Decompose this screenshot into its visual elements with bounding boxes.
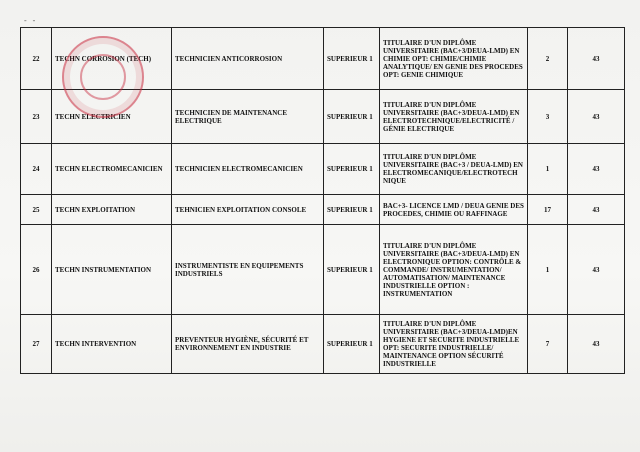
table-row [21, 315, 625, 374]
job-category: SUPERIEUR 1 [324, 144, 380, 195]
row-number: 22 [21, 28, 52, 90]
grade-index: 43 [568, 225, 625, 315]
job-code: TECHN INSTRUMENTATION [52, 225, 172, 315]
job-title: TECHNICIEN DE MAINTENANCE ELECTRIQUE [172, 90, 324, 144]
positions-count: 1 [528, 225, 568, 315]
positions-count: 7 [528, 315, 568, 374]
positions-count: 2 [528, 28, 568, 90]
table-row [21, 90, 625, 144]
diploma-requirement: TITULAIRE D'UN DIPLÔME UNIVERSITAIRE (BAC+3 / DEUA-LMD) EN ELECTROMECANIQUE/ELECTROTECH NIQUE [380, 144, 528, 195]
job-title: TECHNICIEN ELECTROMECANICIEN [172, 144, 324, 195]
positions-count: 1 [528, 144, 568, 195]
grade-index: 43 [568, 315, 625, 374]
row-number: 23 [21, 90, 52, 144]
grade-index: 43 [568, 90, 625, 144]
grade-index: 43 [568, 195, 625, 225]
table-row [21, 225, 625, 315]
table-row [21, 144, 625, 195]
job-code: TECHN EXPLOITATION [52, 195, 172, 225]
job-code: TECHN ELECTRICIEN [52, 90, 172, 144]
diploma-requirement: BAC+3- LICENCE LMD / DEUA GENIE DES PROCEDES, CHIMIE OU RAFFINAGE [380, 195, 528, 225]
row-number: 27 [21, 315, 52, 374]
grade-index: 43 [568, 144, 625, 195]
table-row [21, 195, 625, 225]
job-title: INSTRUMENTISTE EN EQUIPEMENTS INDUSTRIELS [172, 225, 324, 315]
header-mark: - - [24, 16, 38, 25]
grade-index: 43 [568, 28, 625, 90]
job-title: TECHNICIEN ANTICORROSION [172, 28, 324, 90]
table-row [21, 28, 625, 90]
row-number: 26 [21, 225, 52, 315]
positions-count: 3 [528, 90, 568, 144]
job-title: PREVENTEUR HYGIÈNE, SÉCURITÉ ET ENVIRONNEMENT EN INDUSTRIE [172, 315, 324, 374]
diploma-requirement: TITULAIRE D'UN DIPLÔME UNIVERSITAIRE (BAC+3/DEUA-LMD) EN ELECTRONIQUE OPTION: CONTRÔLE & COMMANDE/ INSTRUMENTATION/ AUTOMATISATION/ MAINTENANCE INDUSTRIELLE OPTION : INSTRUMENTATION [380, 225, 528, 315]
diploma-requirement: TITULAIRE D'UN DIPLÔME UNIVERSITAIRE (BAC+3/DEUA-LMD) EN ELECTROTECHNIQUE/ELECTRICITÉ / GÉNIE ELECTRIQUE [380, 90, 528, 144]
job-title: TEHNICIEN EXPLOITATION CONSOLE [172, 195, 324, 225]
job-category: SUPERIEUR 1 [324, 315, 380, 374]
diploma-requirement: TITULAIRE D'UN DIPLÔME UNIVERSITAIRE (BAC+3/DEUA-LMD)EN HYGIENE ET SECURITE INDUSTRIELLE OPT: SECURITE INDUSTRIELLE/ MAINTENANCE OPTION SÉCURITÉ INDUSTRIELLE [380, 315, 528, 374]
job-category: SUPERIEUR 1 [324, 195, 380, 225]
row-number: 25 [21, 195, 52, 225]
job-category: SUPERIEUR 1 [324, 28, 380, 90]
diploma-requirement: TITULAIRE D'UN DIPLÔME UNIVERSITAIRE (BAC+3/DEUA-LMD) EN CHIMIE OPT: CHIMIE/CHIMIE ANALYTIQUE/ EN GENIE DES PROCEDES OPT: GENIE CHIMIQUE [380, 28, 528, 90]
job-code: TECHN INTERVENTION [52, 315, 172, 374]
job-code: TECHN ELECTROMECANICIEN [52, 144, 172, 195]
positions-count: 17 [528, 195, 568, 225]
positions-table [20, 27, 625, 374]
job-category: SUPERIEUR 1 [324, 225, 380, 315]
job-category: SUPERIEUR 1 [324, 90, 380, 144]
row-number: 24 [21, 144, 52, 195]
job-code: TECHN CORROSION (TECH) [52, 28, 172, 90]
